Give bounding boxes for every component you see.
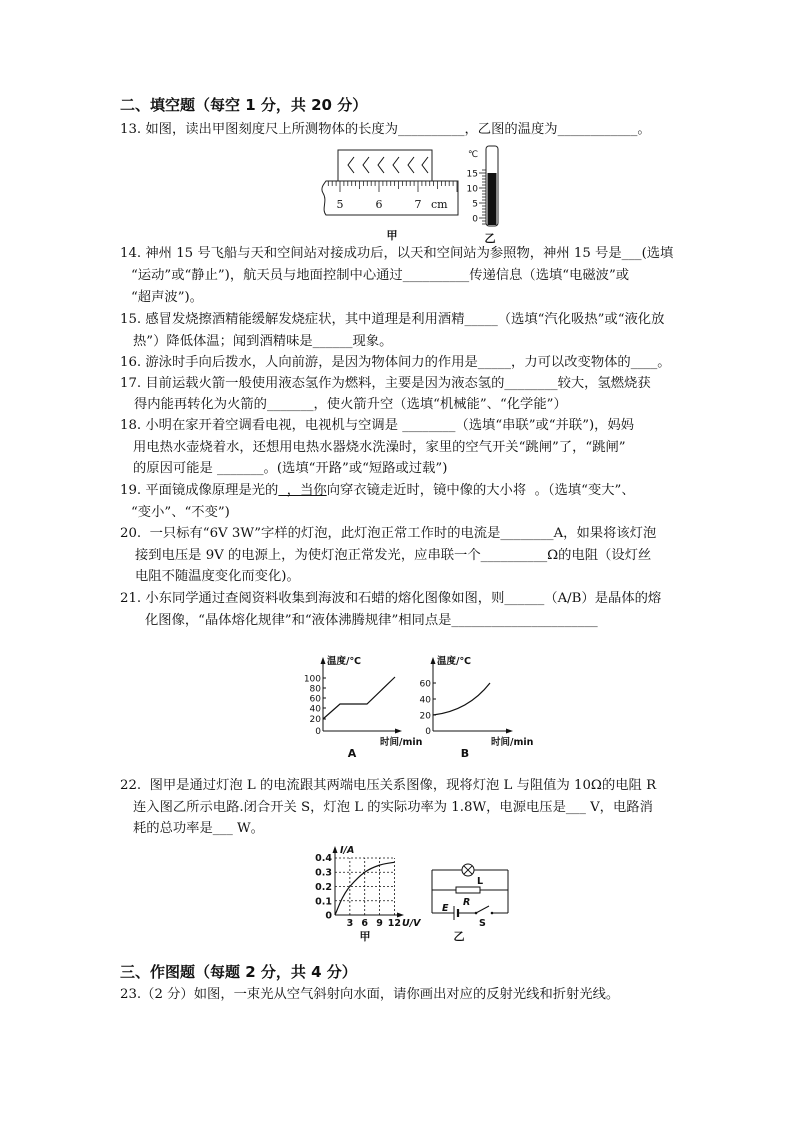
iu-graph <box>315 845 421 943</box>
q15-line-2: 热”）降低体温；闻到酒精味是______现象。 <box>133 334 393 349</box>
ruler-caption: 甲 <box>386 229 398 242</box>
q14-line-3: “超声波”)。 <box>131 290 203 305</box>
iu-xtick-3: 3 <box>346 918 354 929</box>
thermometer-label-5: 5 <box>472 199 478 210</box>
resistor-label: R <box>463 897 471 908</box>
thermometer-label-0: 0 <box>472 214 478 225</box>
q20-line-2: 接到电压是 9V 的电源上，为使灯泡正常发光，应串联一个__________Ω的电阻（设灯丝 <box>135 548 652 563</box>
graph-a-xlabel: 时间/min <box>380 737 423 748</box>
iu-ytick-0.4: 0.4 <box>315 853 332 864</box>
q19-text-b: 向穿衣镜走近时，镜中像的大小将 。（选填“变大”、 <box>326 483 635 498</box>
graph-b-ylabel: 温度/℃ <box>437 656 471 667</box>
battery-icon <box>454 906 458 920</box>
q22-line-1: 22. 图甲是通过灯泡 L 的电流跟其两端电压关系图像，现将灯泡 L 与阻值为 10Ω的电阻 R <box>120 778 657 793</box>
graph-a-ytick-60: 60 <box>309 694 321 705</box>
thermometer-label-10: 10 <box>466 184 478 195</box>
graph-a-ytick-100: 100 <box>303 674 321 685</box>
iu-ytick-0.3: 0.3 <box>315 867 332 879</box>
thermometer-caption: 乙 <box>484 232 496 245</box>
switch-icon <box>475 906 494 914</box>
graph-b-y-arrow <box>431 657 436 664</box>
figure-21 <box>300 645 540 760</box>
iu-grid <box>335 858 394 915</box>
q17-line-1: 17. 目前运载火箭一般使用液态氢作为燃料，主要是因为液态氢的________较大，氢燃烧获 <box>120 376 651 391</box>
q21-line-2: 化图像，“晶体熔化规律”和“液体沸腾规律”相同点是______________________ <box>145 613 598 628</box>
ruler-label-6: 6 <box>375 198 383 211</box>
section-2-heading: 二、填空题（每空 1 分，共 20 分） <box>120 96 368 114</box>
ruler-label-7: 7 <box>414 198 422 211</box>
q22-line-3: 耗的总功率是___ W。 <box>133 821 264 836</box>
graph-b <box>420 655 534 760</box>
q16-line-1: 16. 游泳时手向后拨水，人向前游，是因为物体间力的作用是_____，力可以改变物体的____。 <box>120 355 671 370</box>
iu-xtick-6: 6 <box>361 918 369 929</box>
figure-22 <box>305 840 520 945</box>
graph-a-curve <box>323 677 395 719</box>
iu-xtick-12: 12 <box>387 918 402 929</box>
ruler-unit: cm <box>431 198 448 211</box>
measured-object <box>338 150 432 181</box>
graph-b-x-arrow <box>506 729 513 734</box>
q21-line-1: 21. 小东同学通过查阅资料收集到海波和石蜡的熔化图像如图，则______（A/B）是晶体的熔 <box>120 591 662 606</box>
q23-line-1: 23.（2 分）如图，一束光从空气斜射向水面，请你画出对应的反射光线和折射光线。 <box>120 987 620 1002</box>
switch-label: S <box>479 918 486 929</box>
circuit-caption: 乙 <box>453 930 465 943</box>
graph-b-ytick-0: 0 <box>425 727 431 737</box>
iu-ytick-0: 0 <box>325 910 332 922</box>
circuit-diagram <box>432 864 508 943</box>
q17-line-2: 得内能再转化为火箭的_______，使火箭升空（选填“机械能”、“化学能”） <box>134 397 567 412</box>
iu-ytick-0.2: 0.2 <box>315 882 332 893</box>
thermometer-unit: ℃ <box>468 150 479 160</box>
lamp-icon <box>462 864 474 876</box>
iu-xlabel: U/V <box>402 918 421 929</box>
q14-line-2: “运动”或“静止”)，航天员与地面控制中心通过__________传递信息（选填“电磁波”或 <box>131 268 630 283</box>
graph-b-curve <box>433 683 490 715</box>
section-3-heading: 三、作图题（每题 2 分，共 4 分） <box>120 963 357 981</box>
graph-a-ylabel: 温度/℃ <box>327 656 361 667</box>
graph-a-ytick-80: 80 <box>309 684 321 695</box>
graph-a-ytick-40: 40 <box>309 704 321 715</box>
iu-x-arrow <box>397 913 404 918</box>
q20-line-3: 电阻不随温度变化而变化)。 <box>135 569 300 584</box>
thermometer-label-15: 15 <box>466 169 478 180</box>
q20-line-1: 20. 一只标有“6V 3W”字样的灯泡，此灯泡正常工作时的电流是________A，如果将该灯泡 <box>120 526 657 541</box>
q18-line-1: 18. 小明在家开着空调看电视，电视机与空调是 ________（选填“串联”或“并联”)，妈妈 <box>120 418 635 433</box>
battery-label: E <box>442 903 449 914</box>
graph-a-caption: A <box>347 747 357 760</box>
q13-line-1: 13. 如图，读出甲图刻度尺上所测物体的长度为__________，乙图的温度为____________。 <box>120 122 651 137</box>
resistor-icon <box>456 887 480 893</box>
q14-line-1: 14. 神州 15 号飞船与天和空间站对接成功后，以天和空间站为参照物，神州 15 号是___(选填 <box>120 246 674 261</box>
iu-ylabel: I/A <box>340 845 355 856</box>
iu-xtick-9: 9 <box>376 918 383 929</box>
iu-y-arrow <box>333 846 338 853</box>
q18-line-3: 的原因可能是 _______。(选填“开路”或“短路或过载”) <box>133 461 448 476</box>
thermometer-ticks <box>479 170 486 224</box>
graph-b-caption: B <box>460 747 470 760</box>
q19-line-1 <box>120 483 635 499</box>
graph-b-ytick-40: 40 <box>419 695 431 706</box>
graph-a <box>304 655 423 760</box>
q22-line-2: 连入图乙所示电路.闭合开关 S，灯泡 L 的实际功率为 1.8W，电源电压是___ V，电路消 <box>133 800 653 815</box>
graph-b-xlabel: 时间/min <box>491 737 534 748</box>
thermometer-liquid <box>488 173 497 225</box>
graph-b-ytick-60: 60 <box>419 679 431 690</box>
q19-text-a: 19. 平面镜成像原理是光的 <box>120 483 279 498</box>
q19-blank: ，当你 <box>278 483 327 498</box>
graph-a-ytick-20: 20 <box>309 715 321 725</box>
graph-a-ytick-0: 0 <box>315 727 321 737</box>
q19-line-2: “变小”、“不变”) <box>131 505 230 520</box>
q15-line-1: 15. 感冒发烧擦酒精能缓解发烧症状，其中道理是利用酒精_____（选填“汽化吸热”或“液化放 <box>120 312 665 327</box>
figure-13 <box>318 143 513 245</box>
graph-b-ytick-20: 20 <box>419 711 431 722</box>
graph-a-x-arrow <box>395 729 402 734</box>
iu-graph-caption: 甲 <box>359 930 371 943</box>
iu-ytick-0.1: 0.1 <box>315 896 332 908</box>
q18-line-2: 用电热水壶烧着水，还想用电热水器烧水洗澡时，家里的空气开关“跳闸”了，“跳闸” <box>133 440 626 455</box>
lamp-label: L <box>477 876 484 887</box>
ruler-label-5: 5 <box>336 198 344 211</box>
graph-a-y-arrow <box>321 657 326 664</box>
